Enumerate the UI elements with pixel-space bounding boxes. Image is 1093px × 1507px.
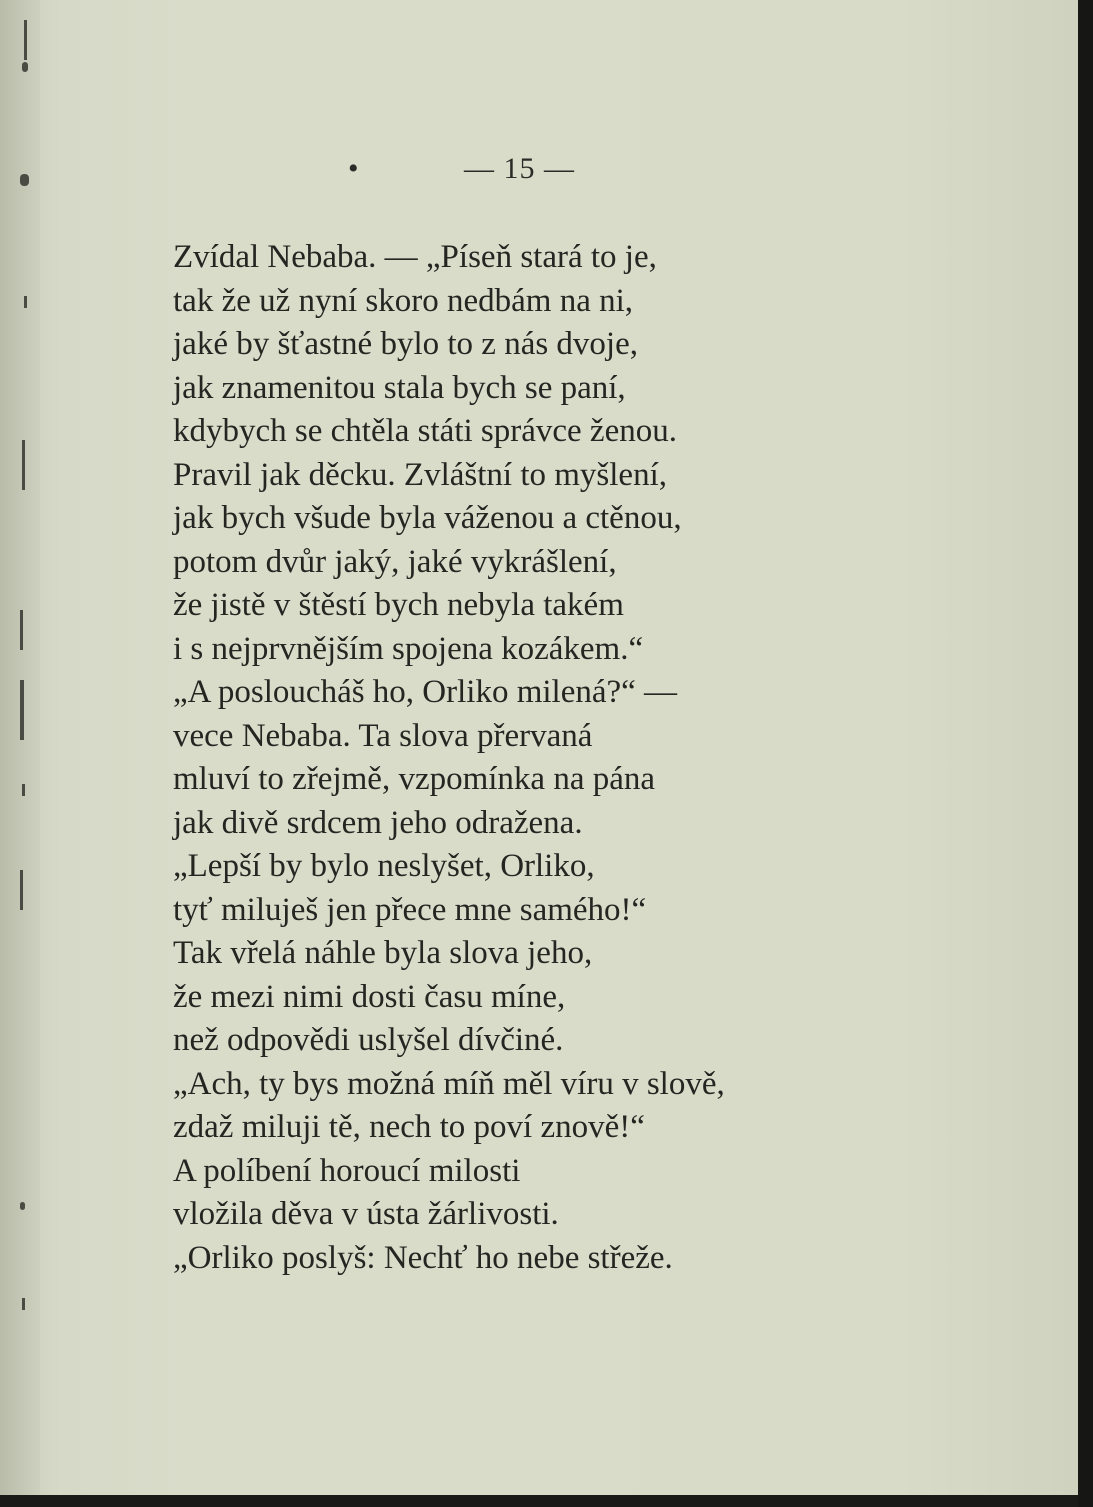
poem-line: vece Nebaba. Ta slova přervaná [173,717,593,754]
poem-line: „Lepší by bylo neslyšet, Orliko, [173,848,595,884]
page-header [340,152,620,192]
poem-line: že jistě v štěstí bych nebyla takém [173,587,624,623]
poem-line: „Ach, ty bys možná míň měl víru v slově, [173,1065,725,1102]
poem-line: Tak vřelá náhle byla slova jeho, [173,935,593,971]
margin-mark [22,62,28,72]
poem-text [173,236,873,1280]
poem-line: „A posloucháš ho, Orliko milená?“ — [173,674,678,710]
poem-line: kdybych se chtěla státi správce ženou. [173,413,677,449]
header-bullet: • [348,152,359,185]
poem-line: jak divě srdcem jeho odražena. [173,804,583,841]
margin-mark [20,610,23,650]
poem-line: i s nejprvnějším spojena kozákem.“ [173,630,644,667]
poem-line: vložila děva v ústa žárlivosti. [173,1196,559,1232]
poem-line: tyť miluješ jen přece mne samého!“ [173,891,647,928]
poem-line: jak znamenitou stala bych se paní, [173,369,626,406]
poem-line: A políbení horoucí milosti [173,1152,521,1189]
margin-mark [20,174,29,186]
poem-line: potom dvůr jaký, jaké vykrášlení, [173,543,617,580]
page-binding-shadow [0,0,40,1495]
margin-mark [24,296,27,308]
margin-mark [20,1202,25,1210]
margin-mark [24,20,27,60]
margin-mark [20,680,24,740]
scan-border [1078,0,1093,1507]
poem-line: než odpovědi uslyšel dívčiné. [173,1022,564,1058]
margin-mark [22,1298,25,1310]
poem-line: jaké by šťastné bylo to z nás dvoje, [173,326,638,362]
poem-line: jak bych všude byla váženou a ctěnou, [173,500,682,536]
poem-line: mluví to zřejmě, vzpomínka na pána [173,761,656,797]
margin-mark [20,870,23,910]
poem-line: „Orliko poslyš: Nechť ho nebe střeže. [173,1239,673,1276]
poem-line: že mezi nimi dosti času míne, [173,978,566,1015]
margin-mark [22,784,25,796]
page-number: — 15 — [464,152,575,185]
poem-line: Zvídal Nebaba. — „Píseň stará to je, [173,239,657,275]
margin-mark [22,440,25,490]
poem-line: tak že už nyní skoro nedbám na ni, [173,282,634,319]
poem-line: Pravil jak děcku. Zvláštní to myšlení, [173,456,668,493]
poem-line: zdaž miluji tě, nech to poví znově!“ [173,1109,645,1145]
